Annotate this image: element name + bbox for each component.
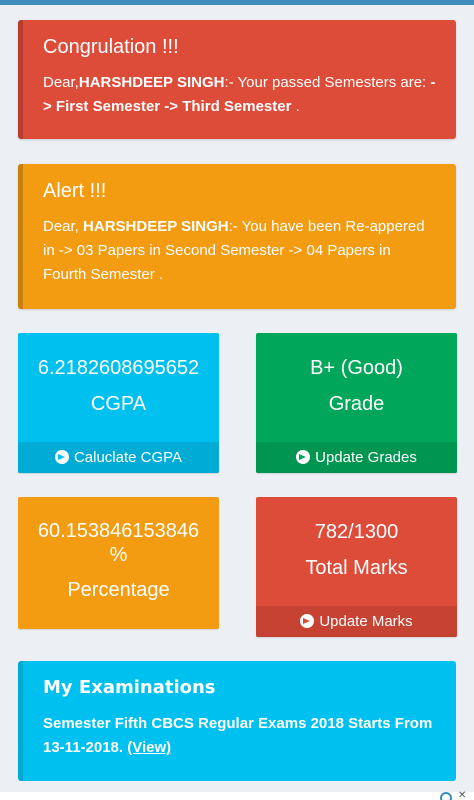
arrow-circle-right-icon bbox=[55, 450, 69, 464]
grade-value: B+ (Good) bbox=[310, 357, 403, 379]
arrow-circle-right-icon bbox=[296, 450, 310, 464]
alert-msg: :- You have been Re-appered in -> 03 Papers in Second Semester -> 04 Papers in Fourth Semester . bbox=[43, 218, 425, 283]
grade-box bbox=[256, 333, 457, 473]
percentage-value: 60.153846153846 % bbox=[37, 520, 200, 566]
arrow-circle-right-icon bbox=[300, 614, 314, 628]
calculate-cgpa-label: Caluclate CGPA bbox=[73, 449, 183, 466]
alert-message bbox=[43, 215, 436, 287]
cgpa-value: 6.2182608695652 bbox=[37, 357, 200, 379]
success-student-name: HARSHDEEP SINGH bbox=[78, 74, 225, 91]
cgpa-label: CGPA bbox=[90, 393, 147, 415]
alert-dear: Dear, bbox=[43, 218, 84, 235]
success-end: . bbox=[291, 98, 300, 115]
percentage-label: Percentage bbox=[67, 579, 170, 601]
view-exam-link[interactable]: (View) bbox=[127, 739, 172, 756]
ad-close-icon[interactable]: ✕ bbox=[458, 790, 467, 800]
total-marks-box bbox=[256, 497, 457, 637]
alert-title: Alert !!! bbox=[43, 180, 107, 202]
update-grades-link[interactable] bbox=[256, 442, 457, 473]
update-marks-link[interactable] bbox=[256, 606, 457, 637]
ad-bar bbox=[0, 792, 474, 800]
percentage-box bbox=[18, 497, 219, 629]
examinations-notice bbox=[43, 712, 436, 760]
examinations-text: Semester Fifth CBCS Regular Exams 2018 Starts From 13-11-2018. bbox=[43, 715, 433, 756]
top-bar bbox=[0, 0, 474, 5]
calculate-cgpa-link[interactable] bbox=[18, 442, 219, 473]
cgpa-box bbox=[18, 333, 219, 473]
total-marks-value: 782/1300 bbox=[314, 521, 399, 543]
success-message bbox=[43, 71, 436, 119]
examinations-callout bbox=[18, 661, 456, 781]
total-marks-label: Total Marks bbox=[305, 557, 408, 579]
success-title: Congrulation !!! bbox=[43, 36, 179, 58]
grade-label: Grade bbox=[328, 393, 385, 415]
alert-student-name: HARSHDEEP SINGH bbox=[83, 218, 229, 235]
alert-callout bbox=[18, 164, 456, 309]
ad-info-icon[interactable] bbox=[440, 792, 452, 800]
update-marks-label: Update Marks bbox=[319, 613, 413, 630]
success-semesters: -> First Semester -> Third Semester bbox=[43, 74, 436, 115]
update-grades-label: Update Grades bbox=[315, 449, 417, 466]
success-callout bbox=[18, 20, 456, 139]
examinations-title: My Examinations bbox=[43, 677, 216, 698]
success-dear: Dear, bbox=[43, 74, 79, 91]
success-msg: :- Your passed Semesters are: bbox=[224, 74, 431, 91]
